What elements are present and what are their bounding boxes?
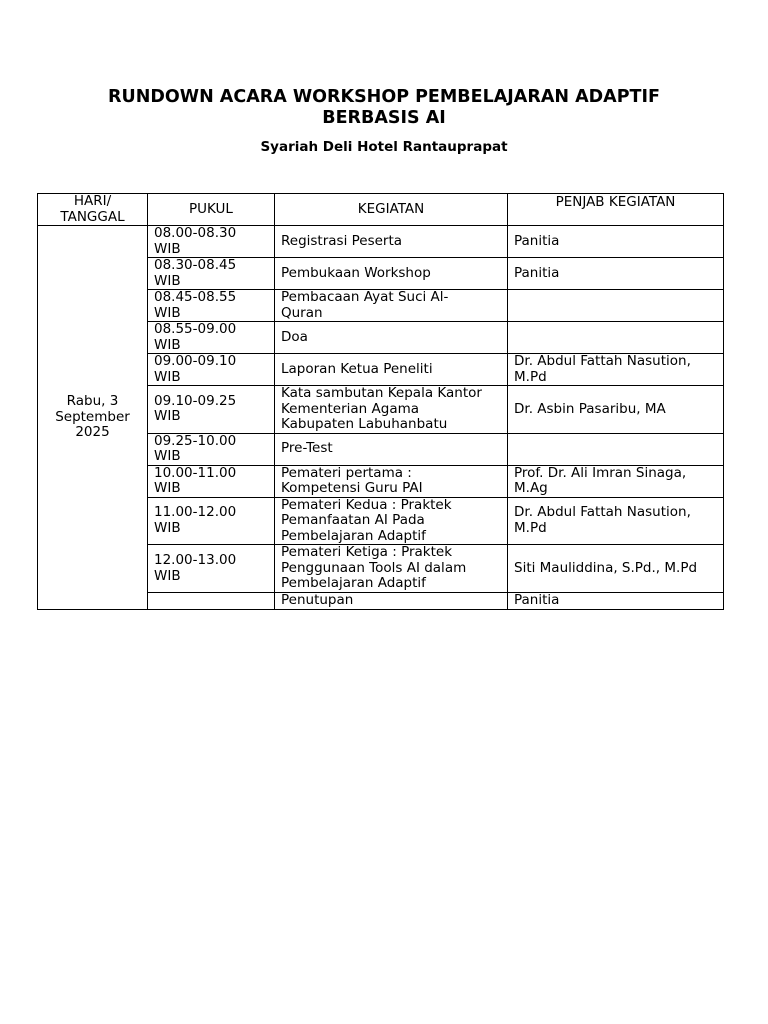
person-in-charge-cell bbox=[508, 545, 724, 593]
activity-cell bbox=[275, 258, 508, 290]
activity-line-1: Pre-Test bbox=[281, 440, 333, 457]
time-line-2: WIB bbox=[154, 240, 181, 257]
activity-line-2: Penggunaan Tools AI dalam bbox=[281, 559, 467, 576]
activity-line-1: Pemateri Kedua : Praktek bbox=[281, 497, 452, 513]
time-cell bbox=[148, 465, 275, 497]
day-line-2: September bbox=[55, 408, 130, 425]
person-in-charge-cell bbox=[508, 497, 724, 545]
table-row bbox=[38, 226, 724, 258]
activity-line-3: Pembelajaran Adaptif bbox=[281, 527, 426, 544]
person-in-charge-cell bbox=[508, 386, 724, 434]
person-line-1: Dr. Abdul Fattah Nasution, bbox=[514, 504, 691, 521]
time-cell bbox=[148, 290, 275, 322]
person-line-1: Siti Mauliddina, S.Pd., M.Pd bbox=[514, 559, 698, 576]
time-line-1: 09.25-10.00 bbox=[154, 433, 237, 449]
time-line-2: WIB bbox=[154, 272, 181, 289]
activity-line-1: Pembacaan Ayat Suci Al- bbox=[281, 289, 449, 305]
time-line-1: 10.00-11.00 bbox=[154, 465, 237, 481]
time-line-2: WIB bbox=[154, 408, 181, 425]
activity-cell bbox=[275, 226, 508, 258]
person-line-2: M.Pd bbox=[514, 368, 547, 385]
activity-line-2: Kementerian Agama bbox=[281, 400, 420, 417]
time-line-2: WIB bbox=[154, 448, 181, 464]
time-line-1: 08.45-08.55 bbox=[154, 289, 237, 305]
person-in-charge-cell bbox=[508, 593, 724, 610]
person-line-1: Panitia bbox=[514, 264, 560, 281]
time-line-1: 09.10-09.25 bbox=[154, 392, 237, 409]
time-cell bbox=[148, 593, 275, 610]
activity-line-2: Kompetensi Guru PAI bbox=[281, 480, 423, 496]
time-cell bbox=[148, 545, 275, 593]
activity-cell bbox=[275, 290, 508, 322]
time-line-2: WIB bbox=[154, 519, 181, 536]
header-hari-line-1: HARI/ bbox=[73, 193, 112, 209]
activity-line-3: Pembelajaran Adaptif bbox=[281, 575, 426, 592]
person-line-1: Dr. Abdul Fattah Nasution, bbox=[514, 353, 691, 369]
time-cell bbox=[148, 497, 275, 545]
time-line-2: WIB bbox=[154, 567, 181, 584]
activity-cell bbox=[275, 545, 508, 593]
header-pukul: PUKUL bbox=[148, 194, 275, 226]
activity-cell bbox=[275, 497, 508, 545]
rundown-table bbox=[37, 193, 724, 610]
time-cell bbox=[148, 322, 275, 354]
activity-cell bbox=[275, 465, 508, 497]
time-line-2: WIB bbox=[154, 368, 181, 385]
document-subtitle: Syariah Deli Hotel Rantauprapat bbox=[260, 139, 508, 155]
time-line-1: 11.00-12.00 bbox=[154, 504, 237, 521]
person-in-charge-cell bbox=[508, 258, 724, 290]
time-line-1: 08.00-08.30 bbox=[154, 225, 237, 241]
title-line-2: BERBASIS AI bbox=[322, 108, 446, 128]
time-line-1: 12.00-13.00 bbox=[154, 552, 237, 568]
person-in-charge-cell bbox=[508, 354, 724, 386]
activity-line-2: Pemanfaatan AI Pada bbox=[281, 512, 425, 528]
person-in-charge-cell bbox=[508, 465, 724, 497]
person-line-2: M.Ag bbox=[514, 480, 548, 496]
time-line-2: WIB bbox=[154, 480, 181, 496]
activity-line-1: Pembukaan Workshop bbox=[281, 264, 431, 281]
time-line-1: 09.00-09.10 bbox=[154, 353, 237, 369]
header-hari-tanggal bbox=[38, 194, 148, 226]
person-in-charge-cell bbox=[508, 226, 724, 258]
person-line-2: M.Pd bbox=[514, 519, 547, 536]
day-cell bbox=[38, 226, 148, 610]
time-cell bbox=[148, 354, 275, 386]
person-in-charge-cell bbox=[508, 322, 724, 354]
day-line-1: Rabu, 3 bbox=[66, 393, 119, 410]
person-line-1: Dr. Asbin Pasaribu, MA bbox=[514, 400, 666, 417]
time-line-2: WIB bbox=[154, 336, 181, 353]
header-hari-line-2: TANGGAL bbox=[60, 208, 125, 225]
time-line-1: 08.55-09.00 bbox=[154, 321, 237, 337]
time-cell bbox=[148, 226, 275, 258]
activity-line-1: Pemateri pertama : bbox=[281, 465, 412, 481]
activity-line-1: Laporan Ketua Peneliti bbox=[281, 360, 433, 377]
time-cell bbox=[148, 433, 275, 465]
time-line-1: 08.30-08.45 bbox=[154, 257, 237, 273]
time-line-2: WIB bbox=[154, 304, 181, 321]
person-line-1: Prof. Dr. Ali Imran Sinaga, bbox=[514, 465, 687, 481]
title-line-1: RUNDOWN ACARA WORKSHOP PEMBELAJARAN ADAPTIF bbox=[108, 87, 660, 107]
person-in-charge-cell bbox=[508, 290, 724, 322]
day-line-3: 2025 bbox=[75, 424, 110, 441]
time-cell bbox=[148, 386, 275, 434]
header-kegiatan: KEGIATAN bbox=[275, 194, 508, 226]
person-in-charge-cell bbox=[508, 433, 724, 465]
activity-line-2: Quran bbox=[281, 304, 323, 321]
activity-cell bbox=[275, 354, 508, 386]
time-cell bbox=[148, 258, 275, 290]
activity-cell bbox=[275, 322, 508, 354]
activity-cell bbox=[275, 386, 508, 434]
person-line-1: Panitia bbox=[514, 592, 560, 609]
header-row bbox=[38, 194, 724, 226]
activity-line-1: Kata sambutan Kepala Kantor bbox=[281, 385, 482, 401]
person-line-1: Panitia bbox=[514, 232, 560, 249]
rundown-body bbox=[38, 226, 724, 610]
activity-line-1: Pemateri Ketiga : Praktek bbox=[281, 544, 453, 561]
activity-line-1: Registrasi Peserta bbox=[281, 232, 403, 249]
header-penjab: PENJAB KEGIATAN bbox=[508, 194, 724, 226]
activity-line-1: Penutupan bbox=[281, 592, 354, 609]
activity-cell bbox=[275, 433, 508, 465]
activity-cell bbox=[275, 593, 508, 610]
document-title bbox=[60, 87, 708, 129]
activity-line-1: Doa bbox=[281, 328, 308, 345]
activity-line-3: Kabupaten Labuhanbatu bbox=[281, 416, 448, 432]
